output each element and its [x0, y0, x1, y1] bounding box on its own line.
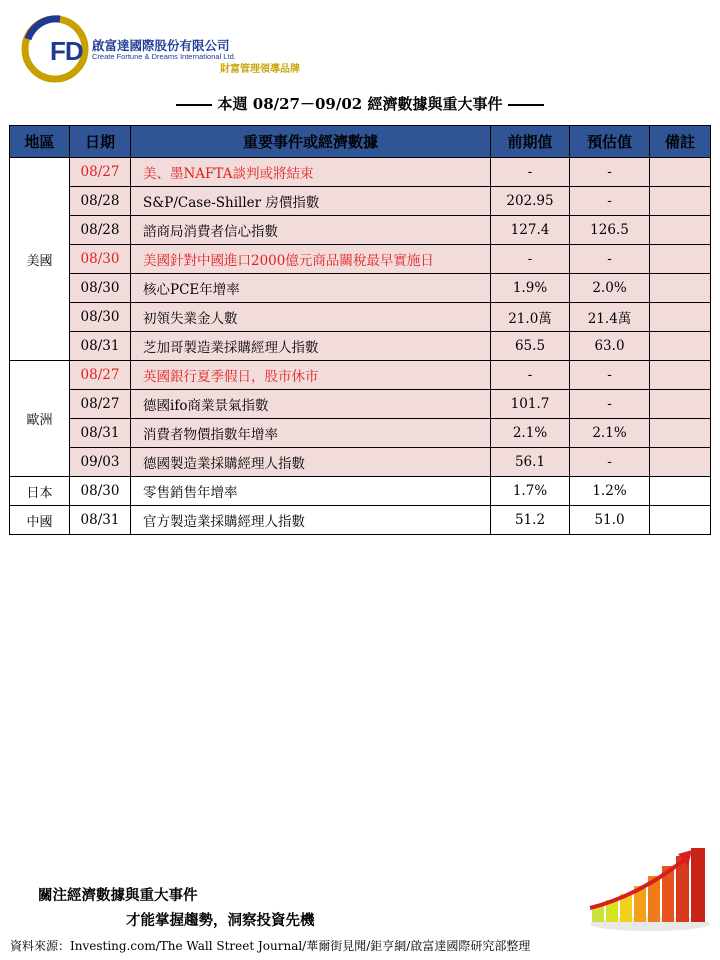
company-name-en: Create Fortune & Dreams International Ltd. [92, 52, 236, 61]
note-cell [650, 332, 711, 361]
previous-cell: - [491, 245, 570, 274]
logo-mark: FD [50, 36, 83, 66]
note-cell [650, 245, 711, 274]
estimate-cell: - [570, 245, 650, 274]
estimate-cell: - [570, 448, 650, 477]
footer-slogan-line1: 關注經濟數據與重大事件 [38, 887, 198, 904]
region-cell: 美國 [10, 158, 70, 361]
table-row [10, 506, 711, 535]
estimate-cell: 63.0 [570, 332, 650, 361]
previous-cell: 21.0萬 [491, 303, 570, 332]
estimate-cell: - [570, 158, 650, 187]
previous-cell: 1.7% [491, 477, 570, 506]
growth-chart-icon [588, 842, 712, 932]
estimate-cell: 21.4萬 [570, 303, 650, 332]
note-cell [650, 419, 711, 448]
previous-cell: 127.4 [491, 216, 570, 245]
table-row [10, 274, 711, 303]
event-cell: 德國ifo商業景氣指數 [131, 390, 491, 419]
data-source-note: 資料來源：Investing.com/The Wall Street Journal/華爾街見聞/鉅亨網/啟富達國際研究部整理 [10, 939, 531, 953]
previous-cell: 51.2 [491, 506, 570, 535]
footer-slogan-line2: 才能掌握趨勢，洞察投資先機 [126, 912, 315, 929]
region-cell: 歐洲 [10, 361, 70, 477]
date-cell: 08/30 [70, 245, 131, 274]
table-row [10, 419, 711, 448]
estimate-cell: 51.0 [570, 506, 650, 535]
date-cell: 08/28 [70, 216, 131, 245]
event-cell: 核心PCE年增率 [131, 274, 491, 303]
table-row [10, 332, 711, 361]
note-cell [650, 506, 711, 535]
previous-cell: 56.1 [491, 448, 570, 477]
estimate-cell: 1.2% [570, 477, 650, 506]
date-cell: 09/03 [70, 448, 131, 477]
event-cell: 諮商局消費者信心指數 [131, 216, 491, 245]
note-cell [650, 390, 711, 419]
previous-cell: 2.1% [491, 419, 570, 448]
table-row [10, 477, 711, 506]
event-cell: 德國製造業採購經理人指數 [131, 448, 491, 477]
note-cell [650, 448, 711, 477]
event-cell: 美、墨NAFTA談判或將結束 [131, 158, 491, 187]
company-slogan: 財富管理領導品牌 [220, 64, 300, 75]
header-date: 日期 [70, 126, 131, 158]
note-cell [650, 187, 711, 216]
company-name-zh: 啟富達國際股份有限公司 [92, 38, 230, 53]
previous-cell: 202.95 [491, 187, 570, 216]
event-cell: 英國銀行夏季假日，股市休市 [131, 361, 491, 390]
event-cell: 芝加哥製造業採購經理人指數 [131, 332, 491, 361]
event-cell: 官方製造業採購經理人指數 [131, 506, 491, 535]
table-row [10, 303, 711, 332]
previous-cell: 101.7 [491, 390, 570, 419]
estimate-cell: - [570, 361, 650, 390]
note-cell [650, 158, 711, 187]
date-cell: 08/31 [70, 332, 131, 361]
estimate-cell: 2.0% [570, 274, 650, 303]
estimate-cell: 2.1% [570, 419, 650, 448]
table-row [10, 361, 711, 390]
note-cell [650, 216, 711, 245]
note-cell [650, 477, 711, 506]
date-cell: 08/30 [70, 477, 131, 506]
title-rule-left [176, 104, 212, 106]
header-previous: 前期值 [491, 126, 570, 158]
event-cell: 美國針對中國進口2000億元商品關稅最早實施日 [131, 245, 491, 274]
event-cell: 初領失業金人數 [131, 303, 491, 332]
date-cell: 08/31 [70, 419, 131, 448]
note-cell [650, 274, 711, 303]
table-row [10, 216, 711, 245]
header-region: 地區 [10, 126, 70, 158]
previous-cell: - [491, 158, 570, 187]
note-cell [650, 303, 711, 332]
company-logo [20, 14, 320, 84]
date-cell: 08/28 [70, 187, 131, 216]
economic-events-table [9, 125, 711, 535]
event-cell: 消費者物價指數年增率 [131, 419, 491, 448]
previous-cell: 1.9% [491, 274, 570, 303]
event-cell: 零售銷售年增率 [131, 477, 491, 506]
table-row [10, 187, 711, 216]
region-cell: 日本 [10, 477, 70, 506]
table-row [10, 390, 711, 419]
table-header-row [10, 126, 711, 158]
table-row [10, 245, 711, 274]
note-cell [650, 361, 711, 390]
header-event: 重要事件或經濟數據 [131, 126, 491, 158]
event-cell: S&P/Case-Shiller 房價指數 [131, 187, 491, 216]
header-note: 備註 [650, 126, 711, 158]
date-cell: 08/30 [70, 274, 131, 303]
estimate-cell: - [570, 187, 650, 216]
date-cell: 08/27 [70, 361, 131, 390]
table-row [10, 448, 711, 477]
date-cell: 08/31 [70, 506, 131, 535]
header-estimate: 預估值 [570, 126, 650, 158]
estimate-cell: - [570, 390, 650, 419]
page-title-text: 本週 08/27－09/02 經濟數據與重大事件 [217, 95, 503, 113]
region-cell: 中國 [10, 506, 70, 535]
previous-cell: - [491, 361, 570, 390]
title-rule-right [508, 104, 544, 106]
previous-cell: 65.5 [491, 332, 570, 361]
page-title [0, 93, 720, 114]
estimate-cell: 126.5 [570, 216, 650, 245]
table-row [10, 158, 711, 187]
date-cell: 08/27 [70, 158, 131, 187]
date-cell: 08/27 [70, 390, 131, 419]
date-cell: 08/30 [70, 303, 131, 332]
